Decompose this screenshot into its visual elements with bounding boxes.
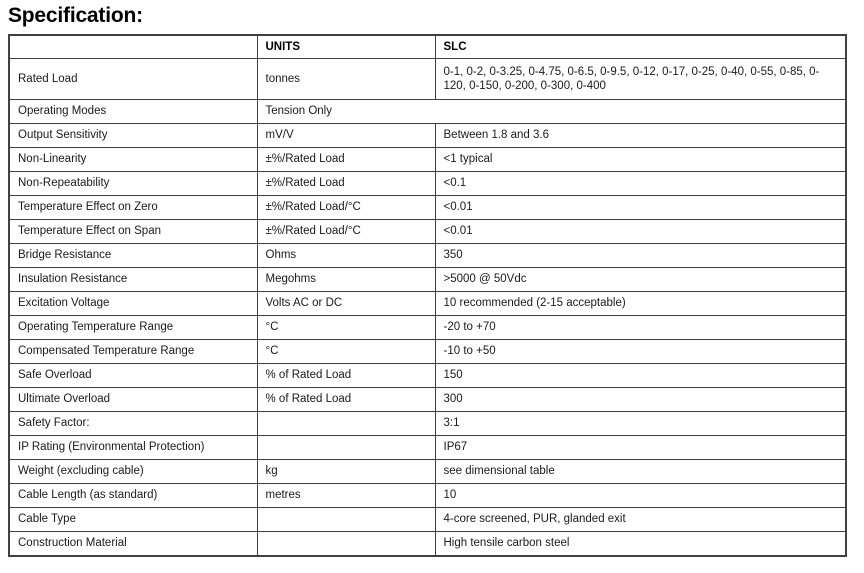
specification-table [8,34,847,557]
spec-units: ±%/Rated Load [257,148,435,172]
spec-value: High tensile carbon steel [435,532,846,557]
spec-units: ±%/Rated Load [257,172,435,196]
spec-units: ±%/Rated Load/°C [257,220,435,244]
spec-label: Operating Modes [9,100,257,124]
spec-value: <0.1 [435,172,846,196]
table-row [9,340,846,364]
table-row [9,59,846,100]
spec-value: >5000 @ 50Vdc [435,268,846,292]
spec-label: Ultimate Overload [9,388,257,412]
spec-label: Temperature Effect on Zero [9,196,257,220]
spec-label: Safe Overload [9,364,257,388]
table-row [9,460,846,484]
table-row [9,172,846,196]
table-row [9,220,846,244]
spec-label: Non-Linearity [9,148,257,172]
header-slc: SLC [435,35,846,59]
spec-value: 4-core screened, PUR, glanded exit [435,508,846,532]
spec-value: -10 to +50 [435,340,846,364]
spec-label: IP Rating (Environmental Protection) [9,436,257,460]
page-title: Specification: [8,4,143,27]
table-row [9,388,846,412]
spec-label: Rated Load [9,59,257,100]
spec-label: Insulation Resistance [9,268,257,292]
spec-value: 10 [435,484,846,508]
spec-value: <0.01 [435,196,846,220]
table-row [9,412,846,436]
spec-units: mV/V [257,124,435,148]
spec-value: 350 [435,244,846,268]
spec-units: °C [257,340,435,364]
table-row [9,532,846,557]
table-row [9,508,846,532]
spec-units: Ohms [257,244,435,268]
spec-label: Weight (excluding cable) [9,460,257,484]
spec-units: % of Rated Load [257,388,435,412]
header-row [9,35,846,59]
header-units: UNITS [257,35,435,59]
spec-label: Bridge Resistance [9,244,257,268]
spec-label: Cable Type [9,508,257,532]
spec-label: Output Sensitivity [9,124,257,148]
spec-label: Temperature Effect on Span [9,220,257,244]
table-row [9,268,846,292]
table-row [9,124,846,148]
spec-value: see dimensional table [435,460,846,484]
spec-value: Between 1.8 and 3.6 [435,124,846,148]
spec-label: Construction Material [9,532,257,557]
spec-units [257,508,435,532]
spec-value: -20 to +70 [435,316,846,340]
table-row [9,100,846,124]
spec-value: IP67 [435,436,846,460]
table-row [9,244,846,268]
spec-units: Megohms [257,268,435,292]
spec-units [257,436,435,460]
spec-units [257,412,435,436]
header-blank [9,35,257,59]
table-row [9,484,846,508]
spec-value: 10 recommended (2-15 acceptable) [435,292,846,316]
spec-units: Volts AC or DC [257,292,435,316]
table-row [9,148,846,172]
spec-label: Operating Temperature Range [9,316,257,340]
table-row [9,316,846,340]
spec-label: Non-Repeatability [9,172,257,196]
spec-value: 0-1, 0-2, 0-3.25, 0-4.75, 0-6.5, 0-9.5, 0-12, 0-17, 0-25, 0-40, 0-55, 0-85, 0-120, 0-150, 0-200, 0-300, 0-400 [435,59,846,100]
spec-units [257,532,435,557]
spec-label: Cable Length (as standard) [9,484,257,508]
spec-label: Excitation Voltage [9,292,257,316]
spec-units: ±%/Rated Load/°C [257,196,435,220]
spec-units: kg [257,460,435,484]
table-row [9,364,846,388]
spec-units: % of Rated Load [257,364,435,388]
spec-units: tonnes [257,59,435,100]
spec-value: <0.01 [435,220,846,244]
table-row [9,292,846,316]
spec-label: Compensated Temperature Range [9,340,257,364]
table-row [9,196,846,220]
table-row [9,436,846,460]
spec-value: 300 [435,388,846,412]
spec-units: Tension Only [257,100,846,124]
spec-value: 3:1 [435,412,846,436]
spec-units: metres [257,484,435,508]
spec-units: °C [257,316,435,340]
spec-value: 150 [435,364,846,388]
spec-value: <1 typical [435,148,846,172]
spec-label: Safety Factor: [9,412,257,436]
